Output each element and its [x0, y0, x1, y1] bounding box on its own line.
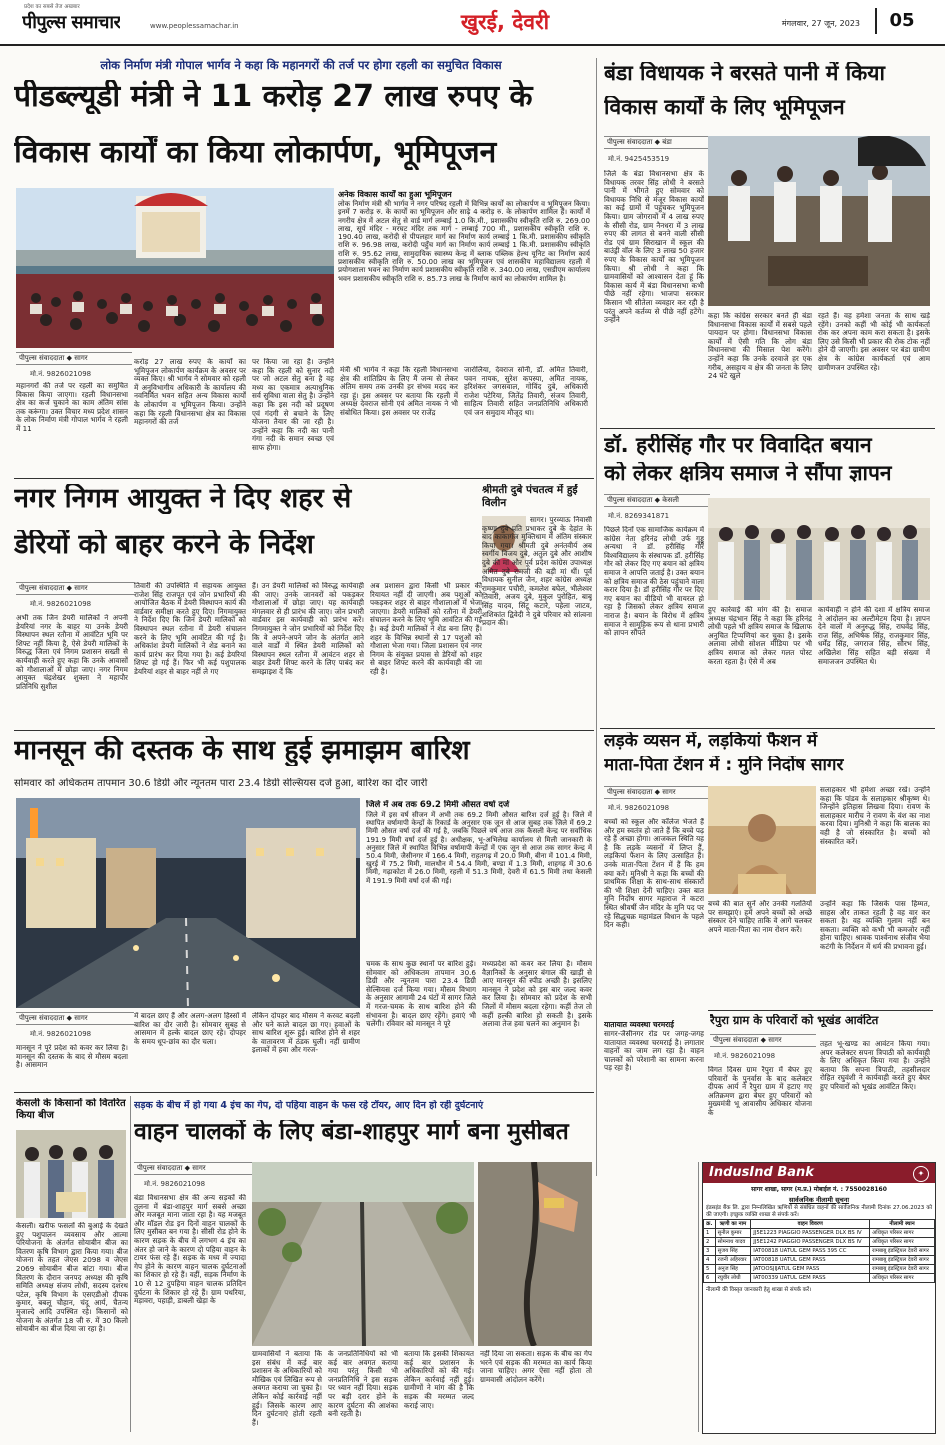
gaur-headline-1: डॉ. हरीसिंह गौर पर विवादित बयान: [604, 434, 872, 457]
monsoon-byline: पीपुल्स संवाददाता ◆ सागर: [16, 1012, 134, 1025]
table-cell: रामबाबू इंडस्ट्रियल देवरी सागर: [870, 1247, 935, 1256]
lead-byline-label: पीपुल्स संवाददाता: [19, 354, 65, 362]
bank-notice-text: इंडसइंड बैंक लि. द्वारा निम्नलिखित ऋणियों से संबंधित वाहनों की सार्वजनिक नीलामी दिनांक 27.06.2023 को की जाएगी। इच्छुक व्यक्ति शाखा से संपर्क करें।: [706, 1205, 932, 1218]
bank-logo-icon: ✦: [913, 1166, 929, 1182]
gaur-photo-art: [708, 498, 930, 600]
monsoon-photo-art: [16, 798, 360, 1008]
lead-byline: पीपुल्स संवाददाता ◆ सागर: [16, 352, 132, 365]
masthead-tagline: प्रदेश का सबसे तेज अखबार: [24, 4, 80, 10]
dairy-byline-label: पीपुल्स संवाददाता: [19, 584, 65, 592]
dairy-col-1: अभी तक जिन डेयरी मालिकों ने अपनी डेयरियां नगर के बाहर या उनके डेयरी विस्थापन स्थल रतौना में आवंटित भूमि पर शिफ्ट नहीं किया है, ऐसे डेयरी मालिकों के विरुद्ध जिला एवं निगम प्रशासन सख्ती से कार्यवाही करते हुए कहा कि उनके आवासों को गौशालाओं में छोड़ा जाए। नगर निगम आयुक्त चंद्रशेखर शुक्ला ने महापौर प्रतिनिधि सुशील: [16, 614, 128, 691]
monsoon-col-1: मानसून ने पूरे प्रदेश को कवर कर लिया है। मानसून की दस्तक के बाद से मौसम बदला है। आसमान: [16, 1044, 128, 1070]
table-cell: 3: [704, 1247, 716, 1256]
table-cell: रामबाबू इंडस्ट्रियल देवरी सागर: [870, 1256, 935, 1265]
banda-byline-label: पीपुल्स संवाददाता: [607, 138, 653, 146]
muni-col-1: बच्चों को स्कूल और कॉलेज भेजते हैं और हम स्वतंत्र हो जाते हैं कि बच्चे पढ़ रहे हैं अच्छा होगा। आजकल स्थिति यह है कि लड़के व्यसनों में लिप्त हैं, लड़कियां फैशन के लिए उत्साहित हैं। उनके माता-पिता टेंशन में हैं कि हम क्या करें। मुनिश्री ने कहा कि बच्चों की प्राथमिक शिक्षा के साथ-साथ संस्कारों की भी शिक्षा देनी चाहिए। उक्त बात मुनि निर्दोष सागर महाराज ने कटरा स्थित श्रीवर्षी जैन मंदिर के मुनि पद पर रहे सिद्धचक्र महामंडल विधान के पहले दिन कही।: [604, 818, 704, 930]
road-mobile: मो.नं. 9826021098: [144, 1180, 206, 1188]
muni-photo-art: [708, 786, 816, 894]
muni-mobile: मो.नं. 9826021098: [608, 804, 670, 812]
dairy-byline: पीपुल्स संवाददाता ◆ सागर: [16, 582, 134, 595]
keslee-photo: [16, 1130, 126, 1218]
table-cell: सुजय सिंह: [715, 1247, 751, 1256]
lead-col-5: जारोलिया, देवराज सोनी, डॉ. अमित तिवारी, पवन नायक, सुरेश कपस्या, अमित नायक, हरिशंकर जगसवाल, गोविंद दुबे, अधिकारी राजेश पटेरिया, जितेंद्र तिवारी, संजय तिवारी, साहित्य तिवारी सहित जनप्रतिनिधि अधिकारी एवं जन समुदाय मौजूद था।: [464, 366, 588, 417]
table-cell: अधिकृत परिसर सागर: [870, 1229, 935, 1238]
bank-name: IndusInd Bank: [709, 1165, 814, 1180]
masthead: [0, 0, 945, 46]
table-cell: IAT00818 UATUL GEM PASS: [751, 1256, 870, 1265]
bank-th-vehicle: वाहन विवरण: [751, 1220, 870, 1229]
dairy-byline-place: सागर: [74, 584, 88, 592]
banda-photo: [708, 136, 930, 306]
muni-photo: [708, 786, 816, 894]
obit-text: सागर। पुरव्याऊ निवासी कृष्णा दुबे पति प्रभाकर दुबे के देहांत के बाद काकागंज मुक्तिधाम में अंतिम संस्कार किया गया। श्रीमती दुबे अनंतवीर्य अब स्वर्गीय विजय दुबे, अतुल दुबे और आशीष दुबे की मां और पूर्व प्रदेश कांग्रेस उपाध्यक्ष अमित दुबे रामजी की बड़ी मां थीं। पूर्व विधायक सुनील जैन, शहर कांग्रेस अध्यक्ष रामकुमार पचौरी, कमलेश बघेल, भीलेश्वर तिवारी, अजय दुबे, मुकुल पुरोहित, बाबू सिंह यादव, सिंटू कटारे, पहेला जाटव, शशिकांत द्विवेदी ने दुबे परिवार को सांत्वना प्रदान की।: [482, 516, 592, 628]
monsoon-box-title: जिले में अब तक 69.2 मिमी औसत वर्षा दर्ज: [366, 800, 510, 810]
gaur-col-2: हुए कार्रवाई की मांग की है। समाज अध्यक्ष चंद्रभान सिंह ने कहा कि हरिनंद्र लोधी पहले भी क्षत्रिय समाज के खिलाफ अनुचित टिप्पणियां कर चुका है। इसके अलावा लोधी सोशल मीडिया पर भी क्षत्रिय समाज को लेकर गलत पोस्ट करता रहता है। ऐसे में अब: [708, 606, 812, 666]
gaur-headline-2: को लेकर क्षत्रिय समाज ने सौंपा ज्ञापन: [604, 462, 892, 485]
lead-byline-place: सागर: [74, 354, 88, 362]
monsoon-subhead: सोमवार को अधिकतम तापमान 30.6 डिग्री और न्यूनतम पारा 23.4 डिग्री सेल्सियस दर्ज हुआ, बारिश का दौर जारी: [14, 778, 428, 789]
table-cell: अनुज सिंह: [715, 1265, 751, 1274]
dairy-mobile: मो.नं. 9826021098: [30, 600, 92, 608]
raipura-byline-place: सागर: [768, 1036, 782, 1044]
monsoon-col-2: में बादल छाए हैं और अलग-अलग हिस्सों में बारिश का दौर जारी है। सोमवार सुबह से आसमान में हल्के बादल छाए रहे। दोपहर के समय धूप-छांव का दौर चला।: [134, 1012, 246, 1046]
dairy-col-3: हैं। उन डेयरी मालिकों को विरुद्ध कार्यवाही की जाए। उनके जानवरों को पकड़कर गौशालाओं में छोड़ा जाए। यह कार्यवाही मंगलवार से ही प्रारंभ की जाए। जोन प्रभारी वार्डवार इस कार्यवाही को प्रारंभ करें। निगमायुक्त ने जोन प्रभारियों को निर्देश दिए कि वे अपने-अपने जोन के अंतर्गत आने वाले वार्डों में स्थित डेयरी मालिकों को विस्थापन स्थल रतौना में आवंटन शहर से बाहर डेयरी शिफ्ट करने के लिए पाबंद कर समझाइश दें कि: [252, 582, 364, 676]
table-cell: अधिकृत परिसर सागर: [870, 1274, 935, 1283]
table-row: [704, 1274, 935, 1283]
raipura-byline-label: पीपुल्स संवाददाता: [713, 1036, 759, 1044]
raipura-byline: पीपुल्स संवाददाता ◆ सागर: [710, 1034, 816, 1047]
table-row: [704, 1229, 935, 1238]
muni-col-4: उन्होंने कहा कि जिसके पास हिम्मत, साहस और ताकत रहती है वह वार कर सकता है। वह व्यक्ति गुलाम नहीं बन सकता। व्यक्ति को कभी भी कमजोर नहीं होना चाहिए। श्रावक पार्श्वनाथ संजीव भैया कटंगी के निर्देशन में धर्म की प्रभावना हुई।: [820, 900, 930, 951]
road-photo-2: [478, 1162, 592, 1346]
table-cell: सुनील कुमार: [715, 1229, 751, 1238]
road-col-1: बंडा विधानसभा क्षेत्र की अन्य सड़कों की तुलना में बंडा-शाहपुर मार्ग सबसे अच्छा और मजबूत माना जाता रहा है। यह मजबूत और मॉडल रोड इन दिनों वाहन चालकों के लिए मुसीबत बन गया है। सीसी रोड होने के कारण सड़क के बीच में लगभग 4 इंच का अंतर हो जाने के कारण दो पहिया वाहन के टायर फंस रहे हैं। सड़क के मध्य में ज्यादा गेप होने के कारण वाहन चालक दुर्घटनाओं का शिकार हो रहे हैं। वहीं, सड़क निर्माण के 10 से 12 दुपहिया वाहन चालक प्रतिदिन दुर्घटना के शिकार हो रहे हैं। ग्राम पथरिया, मड़ावरा, पहाड़ी, डाबली खेड़ा के: [134, 1194, 246, 1306]
road-kicker: सड़क के बीच में हो गया 4 इंच का गेप, दो पहिया वाहन के फस रहे टॉयर, आए दिन हो रही दुर्घटनाएं: [134, 1100, 484, 1111]
table-cell: रघुवीर लोधी: [715, 1274, 751, 1283]
raipura-col-2: तहत भू-खण्ड का आवंटन किया गया। अपर कलेक्टर सपना त्रिपाठी को कार्यवाही के लिए अधिकृत किया गया है। उन्होंने बताया कि सपना त्रिपाठी, तहसीलदार रोहित रघुवंशी ने कार्यवाही करते हुए बेघर हुए परिवारों को भूखंड आवंटित किए।: [820, 1040, 930, 1091]
banda-byline: पीपुल्स संवाददाता ◆ बंडा: [604, 136, 710, 149]
bank-table-header: [704, 1220, 935, 1229]
table-cell: 6: [704, 1274, 716, 1283]
banda-col-3: रहते हैं। वह हमेशा जनता के साथ खड़े रहेंगे। उनको कहीं भी कोई भी कार्यकर्ता रोक कर अपना काम करा सकता है। इसके लिए उसे किसी भी प्रकार की रोक टोक नहीं होने दी जाएगी। इस अवसर पर बंडा ग्रामीण क्षेत्र के कांग्रेस कार्यकर्ता एवं आम ग्रामीणजन उपस्थित रहे।: [818, 312, 930, 372]
bank-ad: [702, 1162, 936, 1434]
road-byline-label: पीपुल्स संवाददाता: [137, 1164, 183, 1172]
table-cell: रामबाबू इंडस्ट्रियल देवरी सागर: [870, 1265, 935, 1274]
lead-photo: [16, 188, 334, 348]
lead-photo-art: [16, 188, 334, 348]
masthead-website[interactable]: www.peoplessamachar.in: [150, 22, 239, 30]
table-cell: रजनी अहिरवार: [715, 1256, 751, 1265]
table-cell: IAT00339 UATUL GEM PASS: [751, 1274, 870, 1283]
gaur-byline-place: केसली: [662, 496, 679, 504]
lead-mobile: मो.नं. 9826021098: [30, 370, 92, 378]
monsoon-photo: [16, 798, 360, 1008]
table-cell: IAT00818 UATUL GEM PASS 395 CC: [751, 1247, 870, 1256]
section-title: खुरई, देवरी: [460, 10, 550, 34]
dairy-col-2: तिवारी की उपस्थिति में सहायक आयुक्त राजेश सिंह राजपूत एवं जोन प्रभारियों की आयोजित बैठक में डेयरी विस्थापन कार्य की वार्डवार समीक्षा करते हुए दिए। निगमायुक्त ने निर्देश दिए कि जिन डेयरी मालिकों को विस्थापन स्थल रतौना में डेयरी संचालन करने के लिए भूमि आवंटित की गई है। अधिकांश डेयरी मालिकों ने शेड बनाने का कार्य प्रारंभ कर दिया गया है। कई डेयरियां शिफ्ट हो गई हैं। फिर भी कई पशुपालक डेयरियां शहर से बाहर नहीं ले गए: [134, 582, 246, 676]
bank-table: [703, 1219, 935, 1283]
banda-col-1: जिले के बंडा विधानसभा क्षेत्र के विधायक तरवर सिंह लोधी ने बरसते पानी में भीगते हुए सोमवार को विधायक निधि से मंजूर विकास कार्यों का कई ग्रामों में पहुंचकर भूमिपूजन किया। ग्राम जोगरावों में 4 लाख रुपए के सीसी रोड, ग्राम नैनधरा में 3 लाख रुपए की लागत से बनने वाली सीसी रोड एवं ग्राम सिराखान में स्कूल की बाउंड्री वॉल के लिए 3 लाख 50 हजार रुपए के विकास कार्यों का भूमिपूजन किया। श्री लोधी ने कहा कि ग्रामवासियों को आश्वासन देता हूं कि विकास कार्य में बंडा विधानसभा कभी पीछे नहीं रहेगा। भाजपा सरकार किसान भी सीतेला व्यवहार कर रही है परंतु अपने कर्तव्य से पीछे नहीं हटेंगे। उन्होंने: [604, 170, 704, 325]
lead-col-2: करोड़ 27 लाख रुपए के कार्यों का भूमिपूजन लोकार्पण कार्यक्रम के अवसर पर व्यक्त किए। श्री भार्गव ने सोमवार को रहली में अनुविभागीय अधिकारी के कार्यालय की नवनिर्मित भवन सहित अन्य विकास कार्यों के लोकार्पण व भूमिपूजन किया। उन्होंने कहा कि रहली विधानसभा क्षेत्र का विकास महानगरों की तर्ज: [134, 358, 246, 427]
dairy-col-4: अब प्रशासन द्वारा किसी भी प्रकार की रियायत नहीं दी जाएगी। अब पशुओं को पकड़कर शहर से बाहर गौशालाओं में भेजा जाएगा। डेयरी मालिकों को रतौना में डेयरी संचालन करने के लिए भूमि आवंटित की गई है। कई डेयरी मालिकों ने शेड बना लिए हैं। शहर के विभिन्न स्थानों से 17 पशुओं को गौशाला भेजा गया। जिला प्रशासन एवं नगर निगम के संयुक्त प्रयास से डेरियों को शहर से बाहर शिफ्ट करने की कार्यवाही की जा रही है।: [370, 582, 482, 676]
lead-kicker: लोक निर्माण मंत्री गोपाल भार्गव ने कहा कि महानगरों की तर्ज पर होगा रहली का समुचित विकास: [100, 58, 502, 72]
masthead-logo[interactable]: पीपुल्स समाचार: [22, 12, 121, 33]
raipura-col-1: विगत दिवस ग्राम रैपुरा में बेघर हुए परिवारों के पुनर्वास के बाद कलेक्टर दीपक आर्य ने रैपुरा ग्राम में हटाए गए अतिक्रमण द्वारा बेघर हुए परिवारों को मुख्यमंत्री भू आवासीय अधिकार योजना के: [708, 1066, 812, 1117]
road-col-5: नहीं दिया जा सकता। सड़क के बीच का गेप भरने एवं सड़क की मरम्मत का कार्य किया जाना चाहिए। अगर ऐसा नहीं होता तो ग्रामवासी आंदोलन करेंगे।: [480, 1350, 592, 1384]
muni-col-3: बच्चे की बात सुनें और उनकी गलतियों पर समझाएं। हमें अपने बच्चों को अच्छे संस्कार देने चाहिए ताकि वे आगे चलकर अपने माता-पिता का नाम रोशन करें।: [708, 900, 812, 934]
traffic-text: सागर-जैसीनगर रोड पर जगह-जगह यातायात व्यवस्था चरमराई है। लगातार वाहनों का जाम लग रहा है। वाहन चालकों को परेशानी का सामना करना पड़ रहा है।: [604, 1030, 704, 1073]
gaur-col-3: कार्यवाही न होने की दशा में क्षत्रिय समाज ने आंदोलन का अल्टीमेटम दिया है। ज्ञापन देने वालों में अनुरुद्ध सिंह, राघवेंद्र सिंह, राज सिंह, अभिषेक सिंह, राजकुमार सिंह, धर्मेंद्र सिंह, जगराज सिंह, सौरभ सिंह, अखिलेश सिंह सहित बड़ी संख्या में समाजजन उपस्थित थे।: [818, 606, 930, 666]
lead-box-text: लोक निर्माण मंत्री श्री भार्गव ने नगर परिषद रहली में विभिन्न कार्यों का लोकार्पण व भूमिपूजन किया। इनमें 7 करोड़ रु. के कार्यों का भूमिपूजन और साढ़े 4 करोड़ रु. के लोकार्पण शामिल हैं। कार्यों में नगरीय क्षेत्र में अटल सेतु से वार्ड मार्ग लम्बाई 1.0 कि.मी., प्रशासकीय स्वीकृति राशि रु. 269.00 लाख, सूर्य मंदिर - मरघट मंदिर तक मार्ग - लम्बाई 700 मी., प्रशासकीय स्वीकृति राशि रु. 190.40 लाख, करोदी से पीपलहार मार्ग का निर्माण कार्य लम्बाई 1 कि.मी. प्रशासकीय स्वीकृति राशि रु. 96.98 लाख, करोदी पहुँच मार्ग का निर्माण कार्य लम्बाई 1 कि.मी. प्रशासकीय स्वीकृति राशि रु. 95.62 लाख, सामुदायिक स्वास्थ्य केन्द्र में ब्लाक पब्लिक हेल्थ यूनिट का निर्माण कार्य प्रशासकीय स्वीकृति राशि रु. 50.00 लाख का भूमिपूजन एवं शासकीय महाविद्यालय रहली में प्रयोगशाला भवन का निर्माण कार्य प्रशासकीय स्वीकृति राशि रु. 340.00 लाख, एसडीएम कार्यालय भवन प्रशासकीय स्वीकृति राशि रु. 85.73 लाख के निर्माण कार्य का लोकार्पण शामिल है।: [338, 199, 590, 283]
table-cell: JATOOSJIJATUL GEM PASS: [751, 1265, 870, 1274]
keslee-photo-art: [16, 1130, 126, 1218]
lead-box-title: अनेक विकास कार्यों का हुआ भूमिपूजन: [338, 190, 452, 199]
monsoon-col-4: चमक के साथ कुछ स्थानों पर बारिश हुई। सोमवार को अधिकतम तापमान 30.6 डिग्री और न्यूनतम पारा 23.4 डिग्री सेल्सियस दर्ज किया गया। मौसम विभाग के अनुसार आगामी 24 घंटों में सागर जिले में गरज-चमक के साथ बारिश होने की संभावना है। बादल छाए रहेंगे। हवाएं भी चलेंगी। रविवार को मानसून ने पूरे: [366, 960, 476, 1029]
table-row: [704, 1238, 935, 1247]
table-cell: JJ5E1242 PIAGGIO PASSENGER DLX BS IV: [751, 1238, 870, 1247]
bank-th-place: नीलामी स्थान: [870, 1220, 935, 1229]
table-row: [704, 1256, 935, 1265]
gaur-mobile: मो.नं. 8269341871: [608, 512, 670, 520]
road-photo-1: [252, 1162, 474, 1346]
muni-byline-place: सागर: [662, 788, 676, 796]
gaur-photo: [708, 498, 930, 600]
road-headline: वाहन चालकों के लिए बंडा-शाहपुर मार्ग बना मुसीबत: [134, 1120, 569, 1145]
lead-col-1: महानगरों की तर्ज पर रहली का समुचित विकास किया जाएगा। रहली विधानसभा क्षेत्र का कर्ज चुकाने का काम अंतिम सांस तक करूंगा। उक्त विचार मध्य प्रदेश शासन के लोक निर्माण मंत्री गोपाल भार्गव ने रहली में 11: [16, 382, 128, 433]
lead-box: [338, 190, 590, 360]
lead-col-4: मंत्री श्री भार्गव ने कहा कि रहली विधानसभा क्षेत्र की शांतिप्रिय के लिए मैं जन्म से लेकर अंतिम समय तक उनकी हर संभव मदद कर रहा हूं। इस अवसर पर बताया कि रहली में अध्यक्ष देवराज सोनी एवं अमित नायक ने भी संबोधित किया। इस अवसर पर राजेंद्र: [340, 366, 458, 417]
muni-headline-1: लड़के व्यसन में, लड़कियां फैशन में: [604, 732, 818, 751]
table-cell: सोमनाथ यादव: [715, 1238, 751, 1247]
muni-byline-label: पीपुल्स संवाददाता: [607, 788, 653, 796]
road-byline: पीपुल्स संवाददाता ◆ सागर: [134, 1162, 252, 1175]
obit-headline: श्रीमती दुबे पंचतत्व में हुईं विलीन: [482, 484, 578, 509]
keslee-text: केसली। खरीफ फसलों की बुआई के देखते हुए पशुपालन व्यवसाय और आत्मा परियोजना के अंतर्गत सोयाबीन बीज का वितरण कृषि विभाग द्वारा किया गया। बीज योजना के तहत जेएस 2098 व जेएस 2069 सोयाबीन बीज बांटा गया। बीज वितरण के दौरान जनपद अध्यक्ष की कृषि समिति अध्यक्ष संजय लोधी, सदस्य दशरथ पटेल, कृषि विभाग के एसएडीओ दीपक कुमार, बबलू चौहान, चंदू आर्य, चैतन्य मुजाल्दे आदि उपस्थित रहे। किसानों को योजना के अंतर्गत 18 जी रु. में 30 किलो सोयाबीन का बीज दिया जा रहा है।: [16, 1222, 128, 1334]
gaur-col-1: पिछले दिनों एक सामाजिक कार्यक्रम में कांग्रेस नेता हरिनंद्र लोधी उर्फ गुड्डू अन्यथा ने डॉ. हरीसिंह गौर विश्वविद्यालय के संस्थापक डॉ. हरीसिंह गौर को लेकर दिए गए बयान को क्षत्रिय समाज ने आपत्ति जताई है। उक्त बयान को क्षत्रिय समाज की ठेस पहुंचाने वाला करार दिया है। डॉ हरीसिंह गौर पर दिए गए बयान का वीडियो भी वायरल हो रहा है जिसको लेकर क्षत्रिय समाज नाराज है। बयान के विरोध में क्षत्रिय समाज ने सामूहिक रूप से थाना प्रभारी को ज्ञापन सौंपते: [604, 526, 704, 638]
muni-headline-2: माता-पिता टेंशन में : मुनि निर्दोष सागर: [604, 756, 844, 775]
table-cell: 1: [704, 1229, 716, 1238]
table-cell: 4: [704, 1256, 716, 1265]
banda-headline-2: विकास कार्यों के लिए भूमिपूजन: [604, 96, 845, 119]
monsoon-mobile: मो.नं. 9826021098: [30, 1030, 92, 1038]
banda-headline-1: बंडा विधायक ने बरसते पानी में किया: [604, 62, 885, 85]
banda-photo-art: [708, 136, 930, 306]
muni-col-2: सलाहकार भी हमेशा अच्छा रखे। उन्होंने कहा कि पांडव के सलाहकार श्रीकृष्ण थे। जिन्होंने इतिहास लिखवा दिया। रावण के सलाहकार मारीच ने रावण के वंश का नाश करवा दिया। मुनिश्री ने कहा कि बालक का वही है जो संस्कारित है। बच्चों को संस्कारित करें।: [820, 786, 930, 846]
gaur-byline-label: पीपुल्स संवाददाता: [607, 496, 653, 504]
monsoon-col-5: मध्यप्रदेश को कवर कर लिया है। मौसम वैज्ञानिकों के अनुसार बंगाल की खाड़ी से आए मानसून की स्पीड अच्छी है। इसलिए मानसून ने प्रदेश को इस बार जल्द कवर कर लिया है। सोमवार को प्रदेश के सभी जिलों में मौसम बदला रहेगा। कहीं तेज तो कहीं हल्की बारिश हो सकती है। इसके अलावा तेज हवा चलने का अनुमान है।: [482, 960, 592, 1029]
road-col-4: बताया कि इसकी शिकायत कई बार प्रशासन के अधिकारियों को की गई। लेकिन कार्रवाई नहीं हुई। ग्रामीणों ने मांग की है कि सड़क की मरम्मत जल्द कराई जाए।: [404, 1350, 474, 1410]
bank-branch: सागर शाखा, सागर (म.प्र.) मोबाईल नं. : 7550028160: [751, 1186, 887, 1193]
keslee-headline: केसली के किसानों को वितरित किया बीज: [16, 1098, 126, 1121]
table-cell: अधिकृत परिसर सागर: [870, 1238, 935, 1247]
lead-headline-1: पीडब्ल्यूडी मंत्री ने 11 करोड़ 27 लाख रुपए के: [14, 80, 533, 114]
table-cell: JJ5E1223 PIAGGIO PASSENGER DLX BS IV: [751, 1229, 870, 1238]
table-row: [704, 1247, 935, 1256]
traffic-title: यातायात व्यवस्था चरमराई: [604, 1020, 674, 1029]
bank-th-sno: क्र.: [704, 1220, 716, 1229]
road-byline-place: सागर: [192, 1164, 206, 1172]
masthead-date: मंगलवार, 27 जून, 2023: [781, 19, 860, 28]
banda-mobile: मो.नं. 9425453519: [608, 155, 670, 163]
bank-header: [703, 1163, 935, 1183]
raipura-headline: रैपुरा ग्राम के परिवारों को भूखंड आवंटित: [710, 1014, 879, 1027]
monsoon-byline-label: पीपुल्स संवाददाता: [19, 1014, 65, 1022]
monsoon-box-text: जिले में इस वर्ष सीजन में अभी तक 69.2 मिमी औसत बारिश दर्ज हुई है। जिले में स्थापित वर्षामापी केन्द्रों के रिकार्ड के अनुसार एक जून से आज सुबह तक जिले में 69.2 मिमी औसत वर्षा दर्ज की गई है, जबकि पिछले वर्ष आज तक कैसली केन्द्र पर सर्वाधिक 191.9 मिमी वर्षा दर्ज हुई है। अधीक्षक, भू-अभिलेख कार्यालय से मिली जानकारी के अनुसार जिले में स्थापित विभिन्न वर्षामापी केन्द्रों में एक जून से आज तक सागर केन्द्र में 50.4 मिमी, जैसीनगर में 166.4 मिमी, राहतगढ़ में 20.0 मिमी, बीना में 101.4 मिमी, खुरई में 75.2 मिमी, मालथौन में 54.4 मिमी, बण्डा में 1.3 मिमी, शाहगढ़ में 30.6 मिमी, गढ़ाकोटा में 26.0 मिमी, रहली में 51.3 मिमी, देवरी में 61.5 मिमी तथा केसली में 191.9 मिमी वर्षा दर्ज की गई।: [366, 811, 592, 885]
dairy-headline-2: डेरियों को बाहर करने के निर्देश: [14, 530, 314, 560]
table-cell: 2: [704, 1238, 716, 1247]
road-col-3: के जनप्रतिनिधियों को भी कई बार अवगत कराया गया परंतु किसी भी जनप्रतिनिधि ने इस सड़क पर ध्यान नहीं दिया। सड़क पर बड़ी दरार होने के कारण दुर्घटना की आशंका बनी रहती है।: [328, 1350, 398, 1419]
raipura-mobile: मो.नं. 9826021098: [714, 1052, 776, 1060]
monsoon-col-3: लेकिन दोपहर बाद मौसम ने करवट बदली और घने काले बादल छा गए। हवाओं के साथ बारिश शुरू हुई। बारिश होने से शहर के वातावरण में ठंडक घुली। नहीं ग्रामीण इलाकों में हवा और गरज-: [252, 1012, 360, 1055]
page-number: 05: [875, 8, 927, 34]
muni-byline: पीपुल्स संवाददाता ◆ सागर: [604, 786, 710, 799]
lead-col-3: पर किया जा रहा है। उन्होंने कहा कि रहली को सुनार नदी पर जो अटल सेतु बना है वह मध्य का एकमात्र अत्याधुनिक सर्व सुविधा वाला सेतु है। उन्होंने कहा कि इस नदी को प्रदूषण एवं गंदगी से बचाने के लिए योजना तैयार की जा रही है। उन्होंने कहा कि नदी का पानी गंगा नदी के समान स्वच्छ एवं साफ होगा।: [252, 358, 334, 452]
banda-byline-place: बंडा: [662, 138, 672, 146]
lead-headline-2: विकास कार्यों का किया लोकार्पण, भूमिपूजन: [14, 136, 497, 170]
road-col-2: ग्रामवासियों ने बताया कि इस संबंध में कई बार प्रशासन के अधिकारियों को मौखिक एवं लिखित रूप से अवगत कराया जा चुका है। लेकिन कोई कार्रवाई नहीं हुई। जिसके कारण आए दिन दुर्घटनाएं होती रहती हैं।: [252, 1350, 322, 1427]
gaur-byline: पीपुल्स संवाददाता ◆ केसली: [604, 494, 710, 507]
bank-footer: नीलामी की विस्तृत जानकारी हेतु शाखा से संपर्क करें।: [706, 1287, 812, 1293]
banda-col-2: कहा कि कांग्रेस सरकार बनते ही बंडा विधानसभा विकास कार्यों में सबसे पहले पायदान पर होगा। विधानसभा विकास कार्यों में ऐसी गति कि लोग बंडा विधानसभा की मिसाल पेश करेंगे। उन्होंने कहा कि उनके दरवाजे हर एक गरीब, असहाय व क्षेत्र की जनता के लिए 24 घंटे खुले: [708, 312, 812, 381]
monsoon-byline-place: सागर: [74, 1014, 88, 1022]
bank-notice-title: सार्वजनिक नीलामी सूचना: [788, 1196, 850, 1204]
dairy-headline-1: नगर निगम आयुक्त ने दिए शहर से: [14, 484, 352, 514]
road-photo-2-art: [478, 1162, 592, 1346]
table-cell: 5: [704, 1265, 716, 1274]
road-photo-1-art: [252, 1162, 474, 1346]
table-row: [704, 1265, 935, 1274]
monsoon-box: [366, 800, 592, 956]
bank-th-name: ऋणी का नाम: [715, 1220, 751, 1229]
monsoon-headline: मानसून की दस्तक के साथ हुई झमाझम बारिश: [14, 736, 470, 766]
